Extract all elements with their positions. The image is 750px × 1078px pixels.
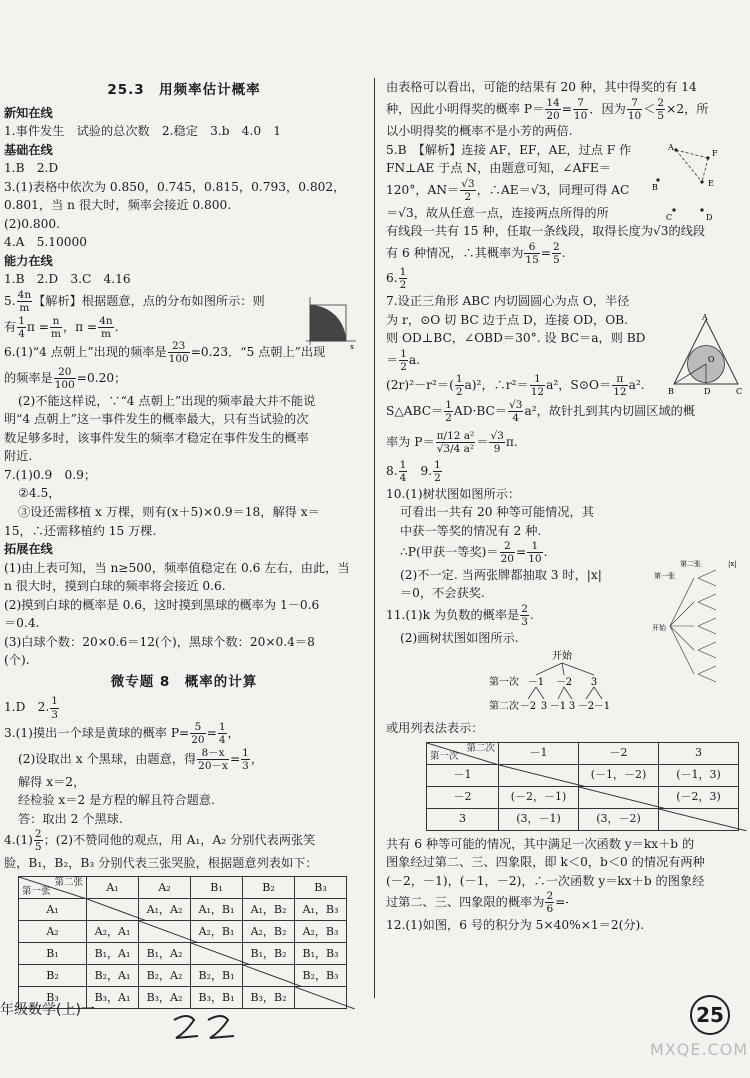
- points-figure: [652, 138, 744, 224]
- answer-line: 6. $\frac{1}{2}$: [386, 266, 407, 292]
- fraction: $\frac{5}{20}$: [191, 721, 205, 747]
- row-header: A₁: [19, 899, 87, 921]
- fraction: $\frac{1}{2}$: [399, 266, 407, 292]
- answer-line: 由表格可以看出，可能的结果有 20 种，其中得奖的有 14: [386, 80, 697, 94]
- answer-line: (－2，－1)，(－1，－2)，∴一次函数 y＝kx＋b 的图象经: [386, 873, 705, 888]
- fraction: $\frac{2}{5}$: [34, 828, 42, 854]
- answer-line: ②4.5，: [18, 486, 61, 501]
- fraction: $\frac{2}{5}$: [657, 96, 665, 122]
- answer-line: 图象经过第二、三、四象限，即 k＜0，b＜0 的情况有两种: [386, 855, 705, 870]
- answer-line: 可看出一共有 20 种等可能情况，其: [400, 505, 594, 520]
- answer-line: (2)设取出 x 个黑球，由题意，得 $\frac{8-x}{20-x}$ = $\frac{1}{3}$ ，: [18, 746, 264, 772]
- table-cell: (3，－1): [499, 808, 579, 830]
- answer-line: 8. $\frac{1}{4}$ 9. $\frac{1}{2}$: [386, 458, 441, 484]
- answer-line: FN⊥AE 于点 N，由题意可知，∠AFE＝: [386, 161, 611, 176]
- fraction: $\frac{4n}{m}$: [99, 314, 113, 340]
- answer-line: ③设还需移植 x 万棵，则有(x＋5)×0.9＝18，解得 x＝: [18, 505, 320, 520]
- table-cell: A₂，B₁: [191, 921, 243, 943]
- handwritten-signature: [168, 1010, 248, 1044]
- fraction: $\frac{1}{3}$: [242, 746, 249, 772]
- tree-diagram-10: [650, 556, 746, 684]
- fraction: $\frac{\pi}{12}$: [613, 373, 627, 399]
- answer-line: 明“4 点朝上”这一事件发生的概率最大，只有当试验的次: [4, 412, 309, 427]
- table-cell: (3，－2): [579, 808, 659, 830]
- tree-node: 3: [568, 701, 576, 713]
- fraction: $\frac{2}{5}$: [552, 240, 560, 266]
- column-header: 3: [659, 742, 739, 764]
- fraction: $\frac{n}{m}$: [50, 314, 61, 340]
- answer-line: (2)画树状图如图所示.: [400, 630, 519, 645]
- table-cell: B₁，A₁: [87, 943, 139, 965]
- answer-line: (2)不能这样说，∵“4 点朝上”出现的频率最大并不能说: [18, 393, 316, 408]
- answer-line: 或用列表法表示：: [386, 721, 484, 736]
- answer-line: n 很大时，摸到白球的频率将会接近 0.6.: [4, 579, 226, 594]
- subhead-nengli: 能力在线: [4, 253, 53, 268]
- answer-line: 5.B 【解析】连接 AF，EF，AE，过点 F 作: [386, 142, 632, 157]
- grade-footer: 年级数学(上)一: [0, 1002, 95, 1018]
- answer-line: (2r)²－r²＝( $\frac{1}{2}$ a)²，∴r²＝ $\frac{1}{12}$ a²，S⊙O＝ $\frac{\pi}{12}$ a².: [386, 373, 645, 399]
- svg-text:D: D: [706, 213, 713, 222]
- section-title-25-3: 25.3 用频率估计概率: [107, 82, 261, 98]
- answer-line: 1.D 2. $\frac{1}{3}$: [4, 695, 58, 721]
- table-header-row: [427, 742, 739, 764]
- svg-text:D: D: [704, 387, 711, 396]
- answer-line: 0.801，当 n 很大时，频率会接近 0.800.: [4, 198, 232, 213]
- fraction: $\frac{\text{π/12 a²}}{\text{√3/4 a²}}$: [436, 429, 475, 455]
- table-cell: B₃，A₂: [139, 987, 191, 1009]
- answer-line: 为 r，⊙O 切 BC 边于点 D，连接 OD，OB.: [386, 312, 629, 327]
- answer-line: 11.(1)k 为负数的概率是 $\frac{2}{3}$ .: [386, 603, 534, 629]
- svg-text:C: C: [666, 213, 673, 222]
- subhead-jichu: 基础在线: [4, 142, 53, 157]
- column-header: A₁: [87, 877, 139, 899]
- diagonal-header-cell: 第二张 第一张: [19, 877, 87, 899]
- answer-line: S△ABC＝ $\frac{1}{2}$ AD·BC＝ $\frac{√3}{4}$ a²，故针扎到其内切圆区域的概: [386, 399, 696, 425]
- table-cell: A₁，B₁: [191, 899, 243, 921]
- diagonal-cell: [87, 899, 139, 921]
- fraction: $\frac{√3}{2}$: [461, 177, 475, 203]
- tree-node: －1: [593, 701, 611, 713]
- svg-text:C: C: [736, 387, 743, 396]
- answer-line: 有线段一共有 15 种，任取一条线段，取得长度为√3的线段: [386, 224, 706, 239]
- column-header: －1: [499, 742, 579, 764]
- answer-line: 7.设正三角形 ABC 内切圆圆心为点 O，半径: [386, 294, 630, 309]
- fraction: $\frac{1}{2}$: [400, 347, 407, 373]
- answer-line: ＝0，不会获奖.: [400, 586, 485, 601]
- answer-line: (2)不一定. 当两张牌都抽取 3 时，|x|: [400, 567, 602, 582]
- svg-text:开始: 开始: [652, 624, 666, 632]
- table-row: [427, 786, 739, 808]
- row-header: 3: [427, 808, 499, 830]
- table-cell: B₃，A₁: [87, 987, 139, 1009]
- table-row: [427, 764, 739, 786]
- answer-line: 附近.: [4, 449, 33, 464]
- column-header: B₂: [243, 877, 295, 899]
- table-row: [19, 899, 347, 921]
- fraction: $\frac{1}{3}$: [51, 695, 58, 721]
- table-row: [19, 943, 347, 965]
- answer-line: 120°，AN＝ $\frac{√3}{2}$ ，∴AE＝√3，同理可得 AC: [386, 177, 630, 203]
- fraction: $\frac{1}{2}$: [445, 399, 452, 425]
- answer-line: 种，因此小明得奖的概率 P＝ $\frac{14}{20}$ = $\frac{7}{10}$ ．因为 $\frac{7}{10}$ ＜ $\frac{2}{5}$ ×2，所: [386, 96, 709, 122]
- axis-label-x: x: [350, 343, 354, 349]
- answer-line: 10.(1)树状图如图所示：: [386, 486, 521, 501]
- fraction: $\frac{1}{4}$: [399, 458, 407, 484]
- table-cell: A₂，B₂: [243, 921, 295, 943]
- table-cell: B₁，B₃: [295, 943, 347, 965]
- diagonal-cell: [191, 943, 243, 965]
- subhead-tuozhan: 拓展在线: [4, 542, 53, 557]
- answer-line: 有 $\frac{1}{4}$ π = $\frac{n}{m}$ ，π = $\frac{4n}{m}$ .: [4, 314, 119, 340]
- fraction: $\frac{1}{2}$: [455, 373, 463, 399]
- table-cell: A₁，A₂: [139, 899, 191, 921]
- fraction: $\frac{2}{6}$: [546, 890, 554, 916]
- row-header: B₃: [19, 987, 87, 1009]
- answer-line: 1.B 2.D: [4, 161, 59, 176]
- table-cell: B₂，A₂: [139, 965, 191, 987]
- diagonal-cell: [659, 808, 739, 830]
- tree-first-label: 第一次: [489, 677, 519, 689]
- answer-line: ＝0.4.: [4, 616, 40, 631]
- tree-start-label: 开始: [552, 651, 572, 663]
- answer-line: 以小明得奖的概率不是小芳的两倍.: [386, 124, 573, 139]
- answer-line: 数足够多时，该事件发生的频率才稳定在事件发生的概率: [4, 430, 309, 445]
- fraction: $\frac{√3}{4}$: [509, 399, 523, 425]
- answer-line: ∴P(甲获一等奖)＝ $\frac{2}{20}$ = $\frac{1}{10}$ .: [400, 540, 548, 566]
- answer-line: 6.(1)“4 点朝上”出现的频率是 $\frac{23}{100}$ =0.23．“5 点朝上”出现: [4, 340, 326, 366]
- table-cell: B₃，B₁: [191, 987, 243, 1009]
- answer-line: 的频率是 $\frac{20}{100}$ =0.20；: [4, 366, 127, 392]
- column-header: B₃: [295, 877, 347, 899]
- fraction: $\frac{1}{2}$: [434, 458, 441, 484]
- fraction: $\frac{1}{4}$: [18, 314, 25, 340]
- table-cell: B₁，B₂: [243, 943, 295, 965]
- answer-line: 过第二、三、四象限的概率为 $\frac{2}{6}$ =: [386, 890, 746, 916]
- diagonal-cell: [243, 965, 295, 987]
- answer-line: 有 6 种情况，∴其概率为 $\frac{6}{15}$ = $\frac{2}{5}$ .: [386, 240, 566, 266]
- row-header: －1: [427, 764, 499, 786]
- fraction: $\frac{1}{12}$: [530, 373, 545, 399]
- answer-line: (1)由上表可知，当 n≥500，频率值稳定在 0.6 左右，由此，当: [4, 560, 350, 575]
- fraction: $\frac{14}{20}$: [546, 96, 560, 122]
- svg-text:A: A: [702, 314, 708, 322]
- row-header: B₁: [19, 943, 87, 965]
- answer-line: (3)白球个数：20×0.6＝12(个)，黑球个数：20×0.4＝8: [4, 634, 315, 649]
- answer-line: (2)摸到白球的概率是 0.6，这时摸到黑球的概率为 1－0.6: [4, 597, 320, 612]
- fraction: $\frac{1}{4}$: [218, 721, 226, 747]
- svg-text:E: E: [708, 179, 714, 188]
- table-cell: B₂，B₁: [191, 965, 243, 987]
- incircle-triangle-figure: [668, 314, 744, 396]
- fraction: $\frac{23}{100}$: [168, 340, 189, 366]
- table-cell: A₁，B₂: [243, 899, 295, 921]
- fraction: $\frac{2}{3}$: [521, 603, 528, 629]
- fraction: $\frac{2}{20}$: [500, 540, 514, 566]
- table-row: [427, 808, 739, 830]
- table-cell: A₂，A₁: [87, 921, 139, 943]
- fraction: $\frac{6}{15}$: [525, 240, 539, 266]
- answer-line: 3.(1)摸出一个球是黄球的概率 P= $\frac{5}{20}$ = $\frac{1}{4}$ ，: [4, 721, 240, 747]
- face-card-table: [18, 876, 347, 1009]
- answer-line: 中获一等奖的情况有 2 种.: [400, 523, 542, 538]
- diagonal-cell: [139, 921, 191, 943]
- column-header: B₁: [191, 877, 243, 899]
- fraction: $\frac{4n}{m}$: [17, 288, 32, 315]
- answer-line: 率为 P＝ $\frac{\text{π/12 a²}}{\text{√3/4 a²}}$ ＝ $\frac{√3}{9}$ π.: [386, 429, 518, 455]
- table-cell: B₁，A₂: [139, 943, 191, 965]
- answer-line: (个).: [4, 653, 30, 668]
- answer-line: 3.(1)表格中依次为 0.850，0.745，0.815，0.793，0.802，: [4, 179, 346, 194]
- answer-line: 脸，B₁，B₂，B₃ 分别代表三张哭脸，根据题意列表如下：: [4, 855, 318, 870]
- row-header: B₂: [19, 965, 87, 987]
- fraction: $\frac{7}{10}$: [627, 96, 642, 122]
- tree-node: －2: [519, 701, 537, 713]
- fraction: [566, 902, 568, 903]
- fraction: $\frac{√3}{9}$: [490, 429, 504, 455]
- subhead-xinzhi: 新知在线: [4, 105, 53, 120]
- answer-line: ＝√3，故从任意一点，连接两点所得的所: [386, 205, 609, 220]
- svg-text:F: F: [712, 149, 718, 158]
- fraction: $\frac{1}{10}$: [528, 540, 542, 566]
- diagonal-header-cell: 第二次 第一次: [427, 742, 499, 764]
- column-divider: [374, 78, 375, 998]
- answer-line: 12.(1)如图，6 号的积分为 5×40%×1＝2(分).: [386, 918, 645, 933]
- table-cell: B₂，A₁: [87, 965, 139, 987]
- answer-line: ＝ $\frac{1}{2}$ a.: [386, 347, 421, 373]
- svg-text:|x|: |x|: [728, 560, 737, 568]
- left-column: [4, 78, 364, 1013]
- section-title-topic-8: 微专题 8 概率的计算: [110, 673, 258, 690]
- answer-line: 1.B 2.D 3.C 4.16: [4, 272, 131, 287]
- analysis-text: 【解析】根据题意，点的分布如图所示：则: [33, 294, 265, 309]
- answer-line: 则 OD⊥BC，∠OBD＝30°. 设 BC＝a，则 BD: [386, 331, 646, 346]
- table-cell: B₃，B₂: [243, 987, 295, 1009]
- diagonal-cell: [499, 764, 579, 786]
- table-cell: (－2，－1): [499, 786, 579, 808]
- watermark: MXQE.COM: [650, 1040, 749, 1059]
- diagonal-cell: [579, 786, 659, 808]
- diagonal-cell: [295, 987, 347, 1009]
- column-header: －2: [579, 742, 659, 764]
- answer-line: 1.事件发生 试验的总次数 2.稳定 3.b 4.0 1: [4, 124, 282, 139]
- answer-line: 共有 6 种等可能的情况，其中满足一次函数 y＝kx＋b 的: [386, 836, 695, 851]
- tree-node: 3: [540, 701, 548, 713]
- answer-line: 4.(1) $\frac{2}{5}$ ；(2)不赞同他的观点，用 A₁，A₂ 分别代表两张笑: [4, 828, 316, 854]
- table-cell: A₂，B₃: [295, 921, 347, 943]
- table-cell: A₁，B₃: [295, 899, 347, 921]
- fraction: $\frac{8-x}{20-x}$: [198, 746, 228, 772]
- tree-node: －1: [527, 677, 545, 689]
- answer-line: 经检验 x＝2 是方程的解且符合题意.: [18, 793, 215, 808]
- answer-line: 解得 x＝2，: [18, 774, 86, 789]
- answer-line: 15，∴还需移植约 15 万棵.: [4, 523, 157, 538]
- slope-table: [426, 742, 739, 831]
- svg-text:O: O: [708, 355, 715, 364]
- table-cell: (－2，3): [659, 786, 739, 808]
- table-header-row: [19, 877, 347, 899]
- tree-second-label: 第二次: [489, 701, 519, 713]
- table-cell: (－1，－2): [579, 764, 659, 786]
- tree-node: －2: [555, 677, 573, 689]
- table-cell: B₂，B₃: [295, 965, 347, 987]
- row-header: －2: [427, 786, 499, 808]
- page-number: 25: [690, 995, 730, 1035]
- svg-text:A: A: [668, 143, 674, 152]
- quarter-circle-figure: [298, 293, 360, 349]
- column-header: A₂: [139, 877, 191, 899]
- tree-node: －2: [577, 701, 595, 713]
- fraction: $\frac{7}{10}$: [573, 96, 588, 122]
- table-row: [19, 921, 347, 943]
- answer-line: 答：取出 2 个黑球.: [18, 811, 123, 826]
- table-row: [19, 965, 347, 987]
- answer-line: 7.(1)0.9 0.9；: [4, 467, 97, 482]
- item-number: 5.: [4, 294, 16, 309]
- answer-line: (2)0.800.: [4, 216, 61, 231]
- svg-text:B: B: [652, 183, 658, 192]
- svg-text:第一张: 第一张: [654, 572, 675, 580]
- row-header: A₂: [19, 921, 87, 943]
- tree-node: 3: [590, 677, 598, 689]
- svg-text:B: B: [668, 387, 674, 396]
- answer-line: 4.A 5.10000: [4, 235, 88, 250]
- tree-node: －1: [549, 701, 567, 713]
- table-cell: (－1，3): [659, 764, 739, 786]
- svg-text:第二张: 第二张: [680, 560, 701, 568]
- fraction: $\frac{20}{100}$: [54, 366, 75, 392]
